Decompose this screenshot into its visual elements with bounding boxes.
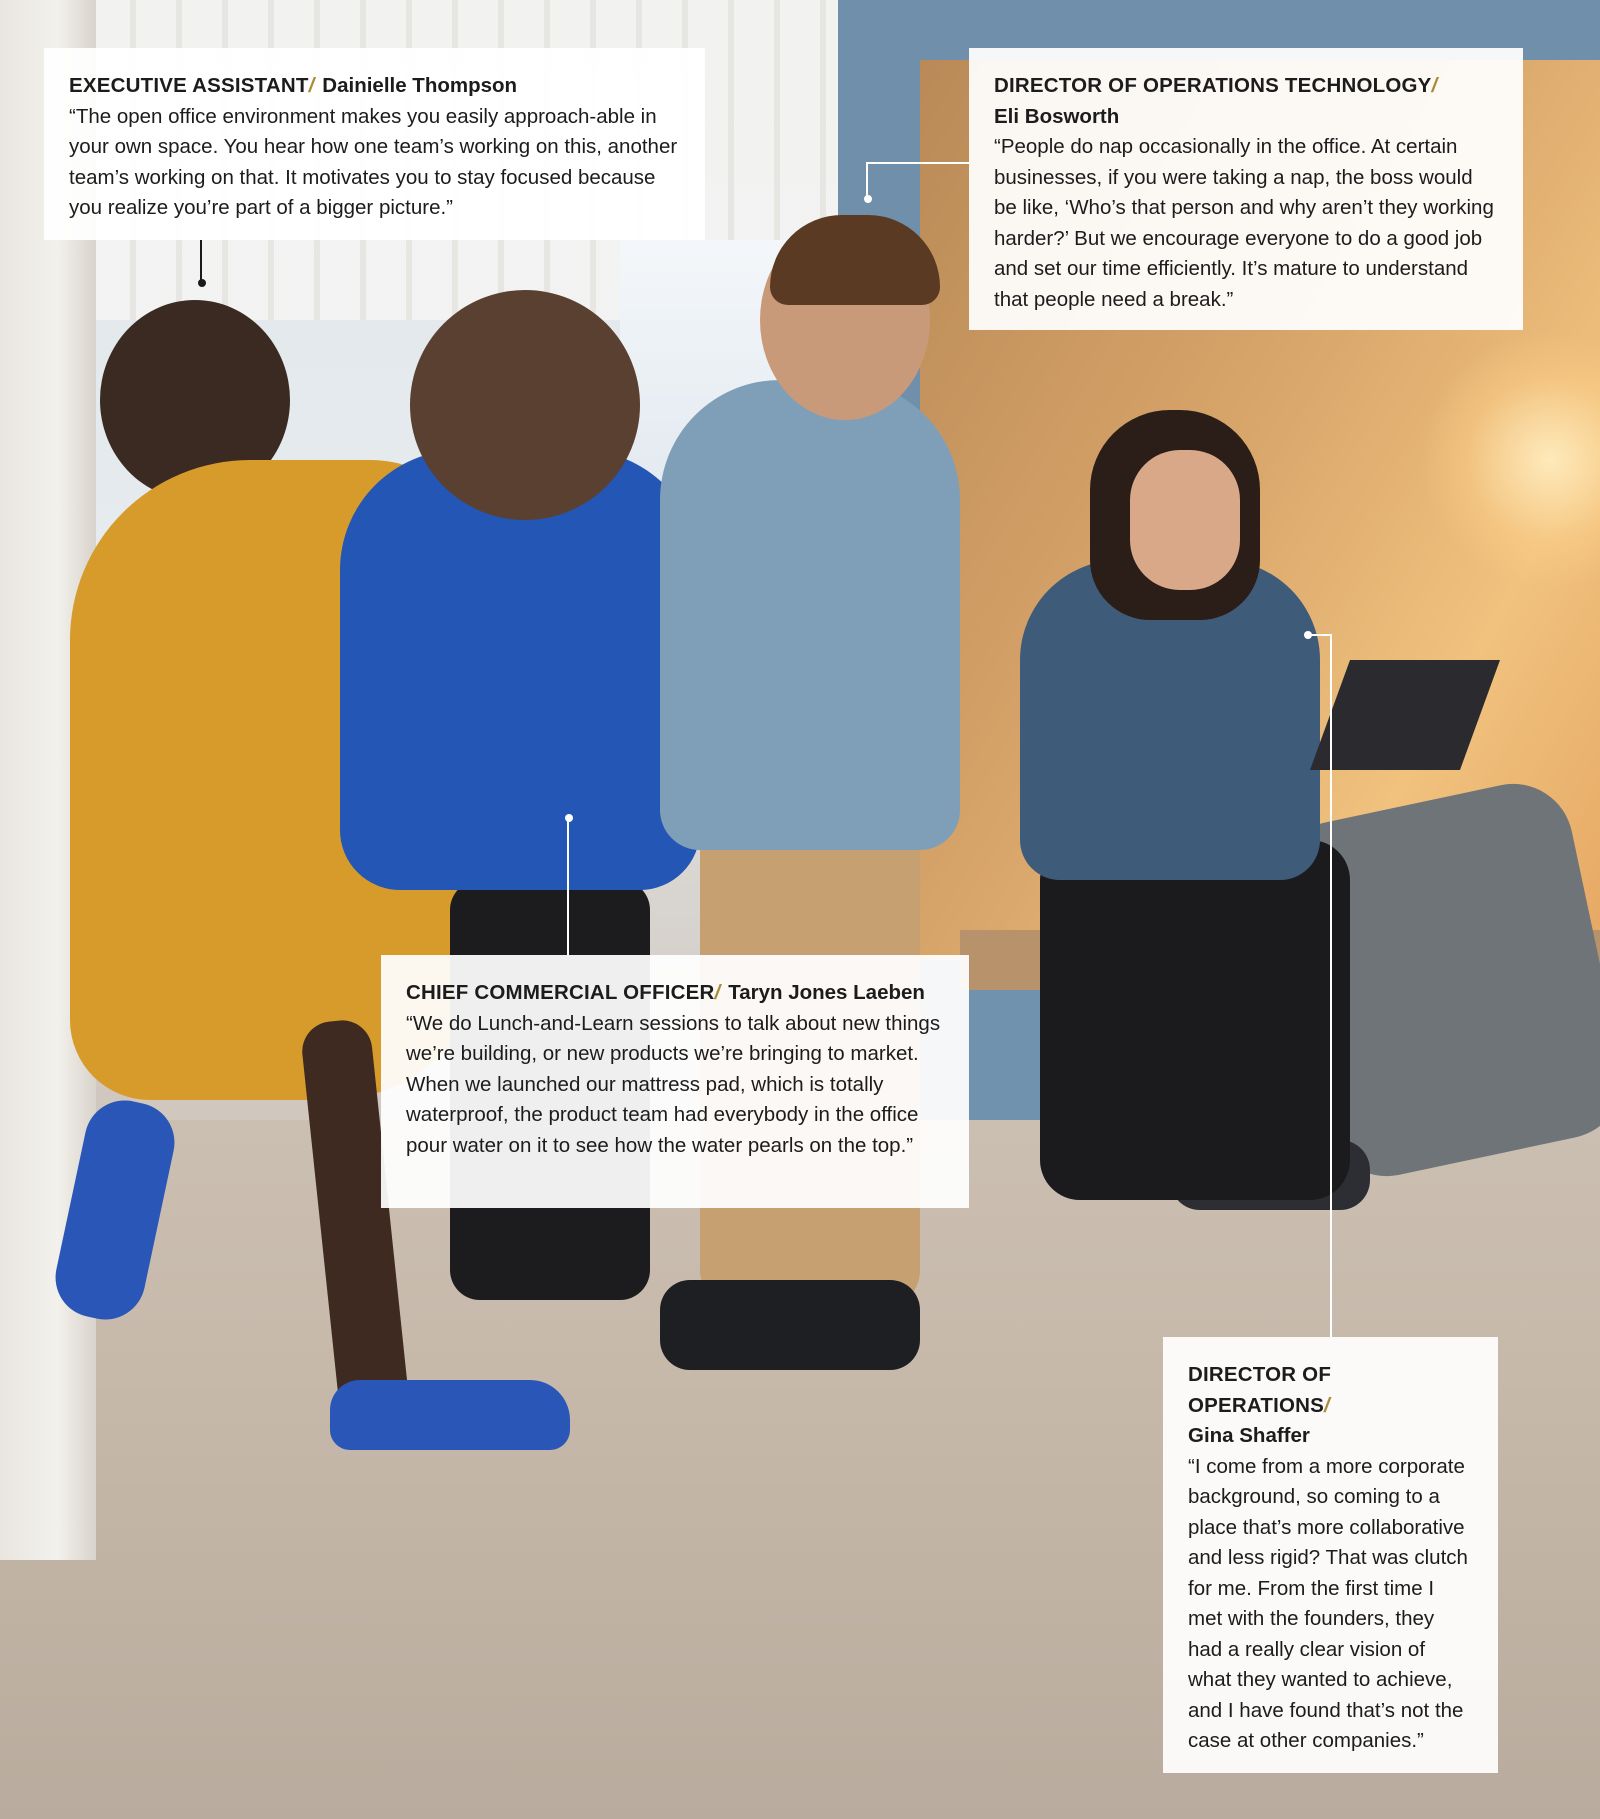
connector-ops-dot	[1304, 631, 1312, 639]
caption-title: DIRECTOR OF OPERATIONS	[1188, 1363, 1332, 1417]
connector-ops-tech-v	[866, 162, 868, 198]
connector-ops-tech-h	[866, 162, 969, 164]
connector-ops-tech-dot	[864, 195, 872, 203]
glitter-sneaker	[330, 1380, 570, 1450]
slash-accent: /	[714, 981, 721, 1004]
caption-quote: “We do Lunch-and-Learn sessions to talk about new things we’re building, or new products we’re bringing to market. When we launched our mattress pad, which is totally waterproof, the product team had everybody in the office pour water on it to see how the water pearls on the top.”	[406, 1011, 941, 1157]
caption-quote: “The open office environment makes you easily approach-able in your own space. You hear how one team’s working on this, another team’s working on that. It motivates you to stay focused because you realize you’re part of a bigger picture.”	[69, 104, 678, 219]
caption-name: Taryn Jones Laeben	[728, 981, 925, 1004]
person-ops-face	[1130, 450, 1240, 590]
person-ops-tech-shoes	[660, 1280, 920, 1370]
person-cco-head	[410, 290, 640, 520]
connector-cco-dot	[565, 814, 573, 822]
connector-exec	[200, 240, 202, 282]
caption-director-operations-technology	[969, 48, 1523, 330]
slash-accent: /	[1431, 74, 1438, 97]
connector-cco	[567, 817, 569, 955]
connector-exec-dot	[198, 279, 206, 287]
caption-chief-commercial-officer	[381, 955, 969, 1208]
slash-accent: /	[308, 74, 315, 97]
caption-name: Dainielle Thompson	[322, 74, 518, 97]
slash-accent: /	[1324, 1393, 1330, 1417]
caption-director-operations	[1163, 1337, 1498, 1773]
caption-title: DIRECTOR OF OPERATIONS TECHNOLOGY	[994, 74, 1432, 97]
caption-title: CHIEF COMMERCIAL OFFICER	[406, 981, 715, 1004]
caption-quote: “I come from a more corporate background, so coming to a place that’s more collaborative and less rigid? That was clutch for me. From the first time I met with the founders, they had a really clear vision of what they wanted to achieve, and I have found that’s not the case at other companies.”	[1188, 1454, 1468, 1752]
connector-ops-v	[1330, 634, 1332, 1337]
caption-name: Gina Shaffer	[1188, 1424, 1310, 1447]
person-ops-tech-shirt	[660, 380, 960, 850]
caption-quote: “People do nap occasionally in the office. At certain businesses, if you were taking a nap, the boss would be like, ‘Who’s that person and why aren’t they working harder?’ But we encourage everyone to do a good job and set our time efficiently. It’s mature to understand that people need a break.”	[994, 135, 1494, 311]
caption-title: EXECUTIVE ASSISTANT	[69, 74, 309, 97]
person-ops-legs	[1040, 840, 1350, 1200]
caption-name: Eli Bosworth	[994, 104, 1120, 128]
caption-executive-assistant	[44, 48, 705, 240]
